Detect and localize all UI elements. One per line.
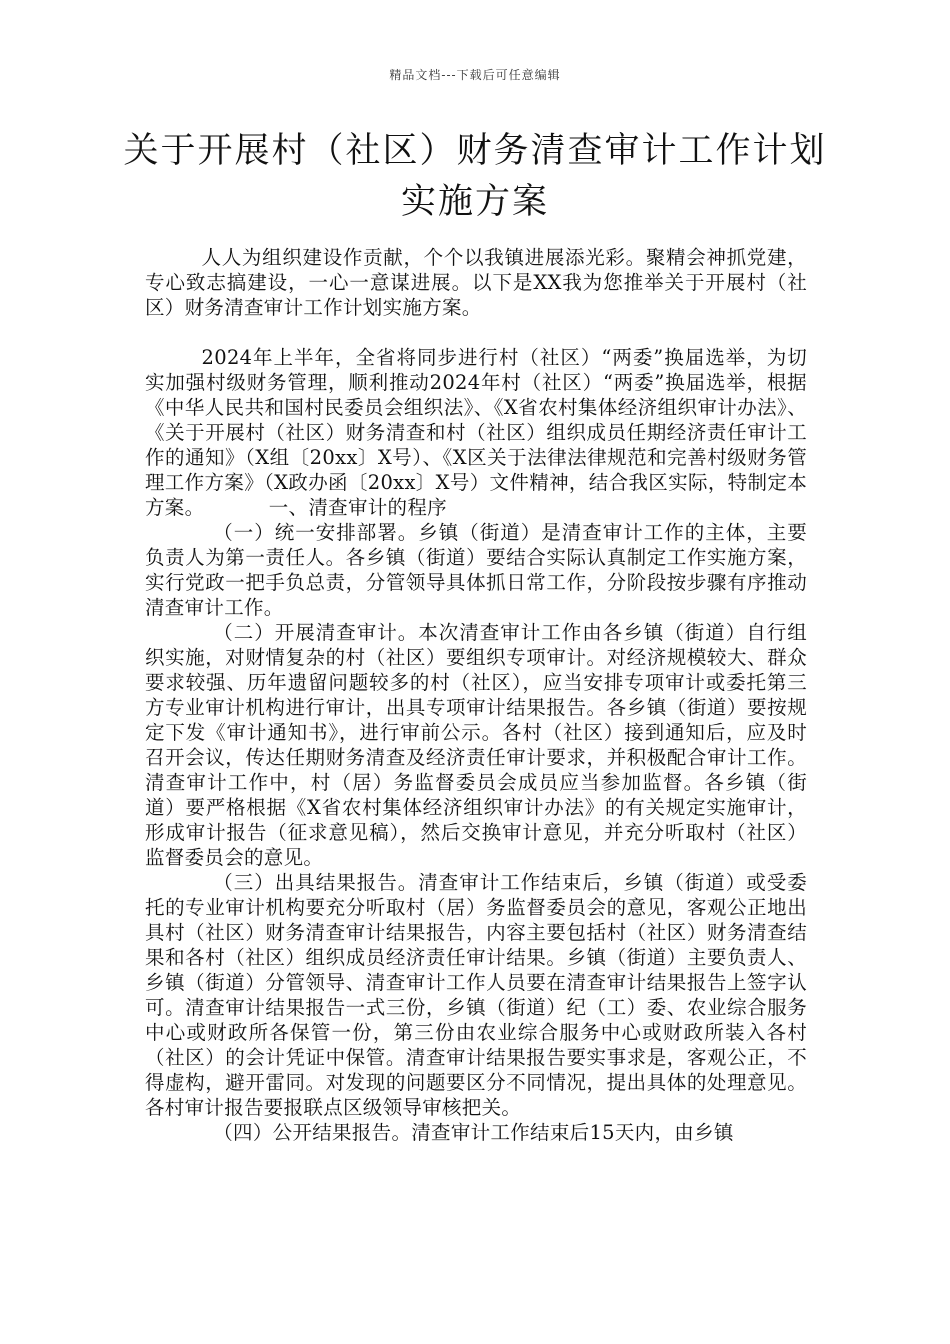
document-title: 关于开展村（社区）财务清查审计工作计划实施方案 [123,131,827,222]
item-paragraph-1: （一）统一安排部署。乡镇（街道）是清查审计工作的主体，主要负责人为第一责任人。各乡镇（街道）要结合实际认真制定工作实施方案，实行党政一把手负总责，分管领导具体抓日常工作，分阶段按步骤有序推动清查审计工作。 [145,521,807,619]
item-paragraph-2: （二）开展清查审计。本次清查审计工作由各乡镇（街道）自行组织实施，对财情复杂的村（社区）要组织专项审计。对经济规模较大、群众要求较强、历年遗留问题较多的村（社区），应当安排专项审计或委托第三方专业审计机构进行审计，出具专项审计结果报告。各乡镇（街道）要按规定下发《审计通知书》，进行审前公示。各村（社区）接到通知后，应及时召开会议，传达任期财务清查及经济责任审计要求，并积极配合审计工作。清查审计工作中，村（居）务监督委员会成员应当参加监督。各乡镇（街道）要严格根据《X省农村集体经济组织审计办法》的有关规定实施审计，形成审计报告（征求意见稿），然后交换审计意见，并充分听取村（社区）监督委员会的意见。 [145,621,807,869]
header-note: 精品文档---下载后可任意编辑 [389,68,561,82]
intro-paragraph: 人人为组织建设作贡献，个个以我镇进展添光彩。聚精会神抓党建，专心致志搞建设，一心一意谋进展。以下是XX我为您推举关于开展村（社区）财务清查审计工作计划实施方案。 [145,246,807,319]
background-paragraph [145,345,807,520]
section-heading: 一、清查审计的程序 [268,496,447,519]
background-text: 2024年上半年，全省将同步进行村（社区）“两委”换届选举，为切实加强村级财务管理，顺利推动2024年村（社区）“两委”换届选举，根据《中华人民共和国村民委员会组织法》、《X省农村集体经济组织审计办法》、《关于开展村（社区）财务清查和村（社区）组织成员任期经济责任审计工作的通知》（X组〔20xx〕X号）、《X区关于法律法律规范和完善村级财务管理工作方案》（X政办函〔20xx〕X号）文件精神，结合我区实际，特制定本方案。 [145,346,807,519]
item-paragraph-3: （三）出具结果报告。清查审计工作结束后，乡镇（街道）或受委托的专业审计机构要充分听取村（居）务监督委员会的意见，客观公正地出具村（社区）财务清查审计结果报告，内容主要包括村（社区）财务清查结果和各村（社区）组织成员经济责任审计结果。乡镇（街道）主要负责人、乡镇（街道）分管领导、清查审计工作人员要在清查审计结果报告上签字认可。清查审计结果报告一式三份，乡镇（街道）纪（工）委、农业综合服务中心或财政所各保管一份，第三份由农业综合服务中心或财政所装入各村（社区）的会计凭证中保管。清查审计结果报告要实事求是，客观公正，不得虚构，避开雷同。对发现的问题要区分不同情况，提出具体的处理意见。各村审计报告要报联点区级领导审核把关。 [145,871,807,1119]
document-body [145,245,807,1145]
item-paragraph-4: （四）公开结果报告。清查审计工作结束后15天内，由乡镇 [213,1121,734,1144]
